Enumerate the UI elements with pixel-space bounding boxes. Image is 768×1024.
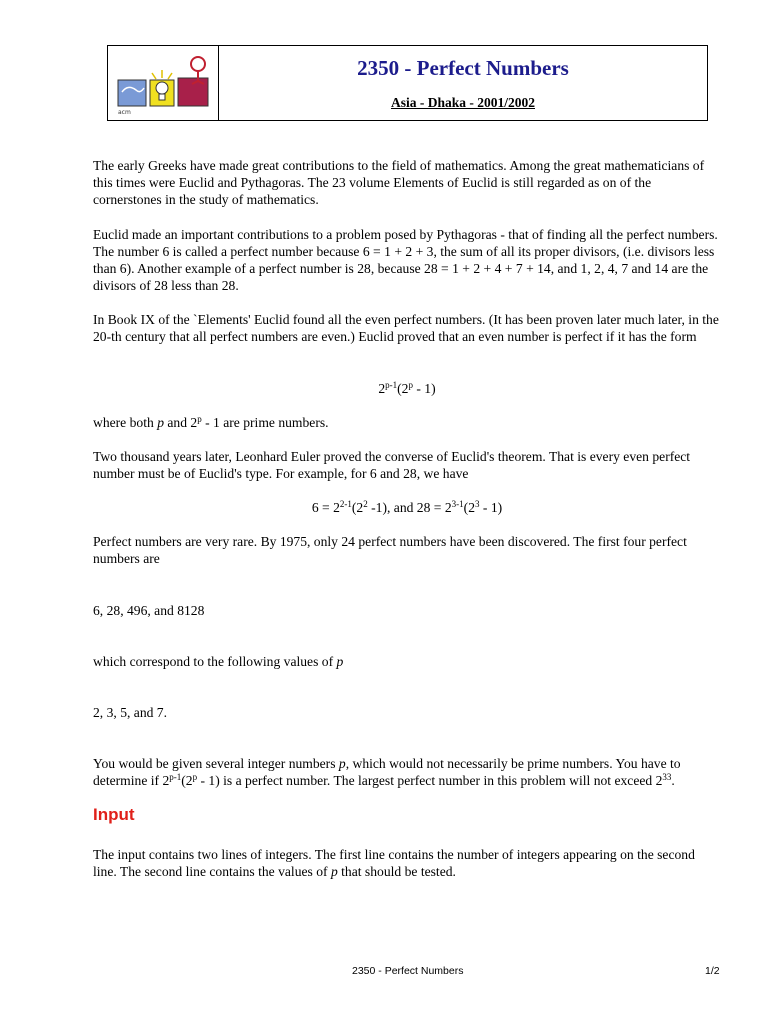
title-cell xyxy=(219,46,707,120)
book-ix-paragraph: In Book IX of the `Elements' Euclid found all the even perfect numbers. (It has been proven later much later, in the 20-th century that all perfect numbers are even.) Euclid proved that an even number is perfect if it has the form xyxy=(93,312,719,344)
perfect-numbers-list: 6, 28, 496, and 8128 xyxy=(93,603,205,618)
euclid-paragraph: Euclid made an important contributions to a problem posed by Pythagoras - that of finding all the perfect numbers. The number 6 is called a perfect number because 6 = 1 + 2 + 3, the sum of all its proper divisors, (i.e. divisors less than 6). Another example of a perfect number is 28, because 28 = 1 + 2 + 4 + 7 + 14, and 1, 2, 4, 7 and 14 are the divisors of 28 less than 28. xyxy=(93,227,718,293)
page-title: 2350 - Perfect Numbers xyxy=(357,56,569,80)
rare-paragraph: Perfect numbers are very rare. By 1975, only 24 perfect numbers have been discovered. The first four perfect numbers are xyxy=(93,534,687,566)
input-paragraph: The input contains two lines of integers. The first line contains the number of integers appearing on the second line. The second line contains the values of p that should be tested. xyxy=(93,847,695,879)
task-paragraph: You would be given several integer numbers p, which would not necessarily be prime numbers. You have to determine if 2$^{p-1}$(2$^p$ - 1) is a perfect number. The largest perfect number in this problem will not exceed $2^{33}$. xyxy=(93,756,681,788)
logo-cell xyxy=(108,46,219,120)
contest-subtitle: Asia - Dhaka - 2001/2002 xyxy=(390,95,535,110)
intro-paragraph: The early Greeks have made great contributions to the field of mathematics. Among the great mathematicians of this times were Euclid and Pythagoras. The 23 volume Elements of Euclid is still regarded as on of the cornerstones in the study of mathematics. xyxy=(93,158,705,207)
euler-paragraph: Two thousand years later, Leonhard Euler proved the converse of Euclid's theorem. That is every even perfect number must be of Euclid's type. For example, for 6 and 28, we have xyxy=(93,449,691,481)
prime-condition-paragraph: where both p and 2$^p$ - 1 are prime numbers. xyxy=(93,414,329,430)
contest-logo-icon xyxy=(108,46,218,122)
values-paragraph: which correspond to the following values of p xyxy=(93,654,344,669)
footer-title: 2350 - Perfect Numbers xyxy=(352,965,464,977)
input-heading: Input xyxy=(93,805,135,824)
form-formula: 2$^{p-1}$(2$^p$ - 1) xyxy=(378,380,436,396)
p-values-list: 2, 3, 5, and 7. xyxy=(93,705,168,720)
svg-text:acm: acm xyxy=(118,109,131,116)
example-formula: $6 = 2^{2-1}(2^2$ -1), and $28 = 2^{3-1}(2^3 - 1)$ xyxy=(311,499,503,515)
footer-page-number: 1/2 xyxy=(705,965,720,977)
problem-header xyxy=(107,45,708,121)
